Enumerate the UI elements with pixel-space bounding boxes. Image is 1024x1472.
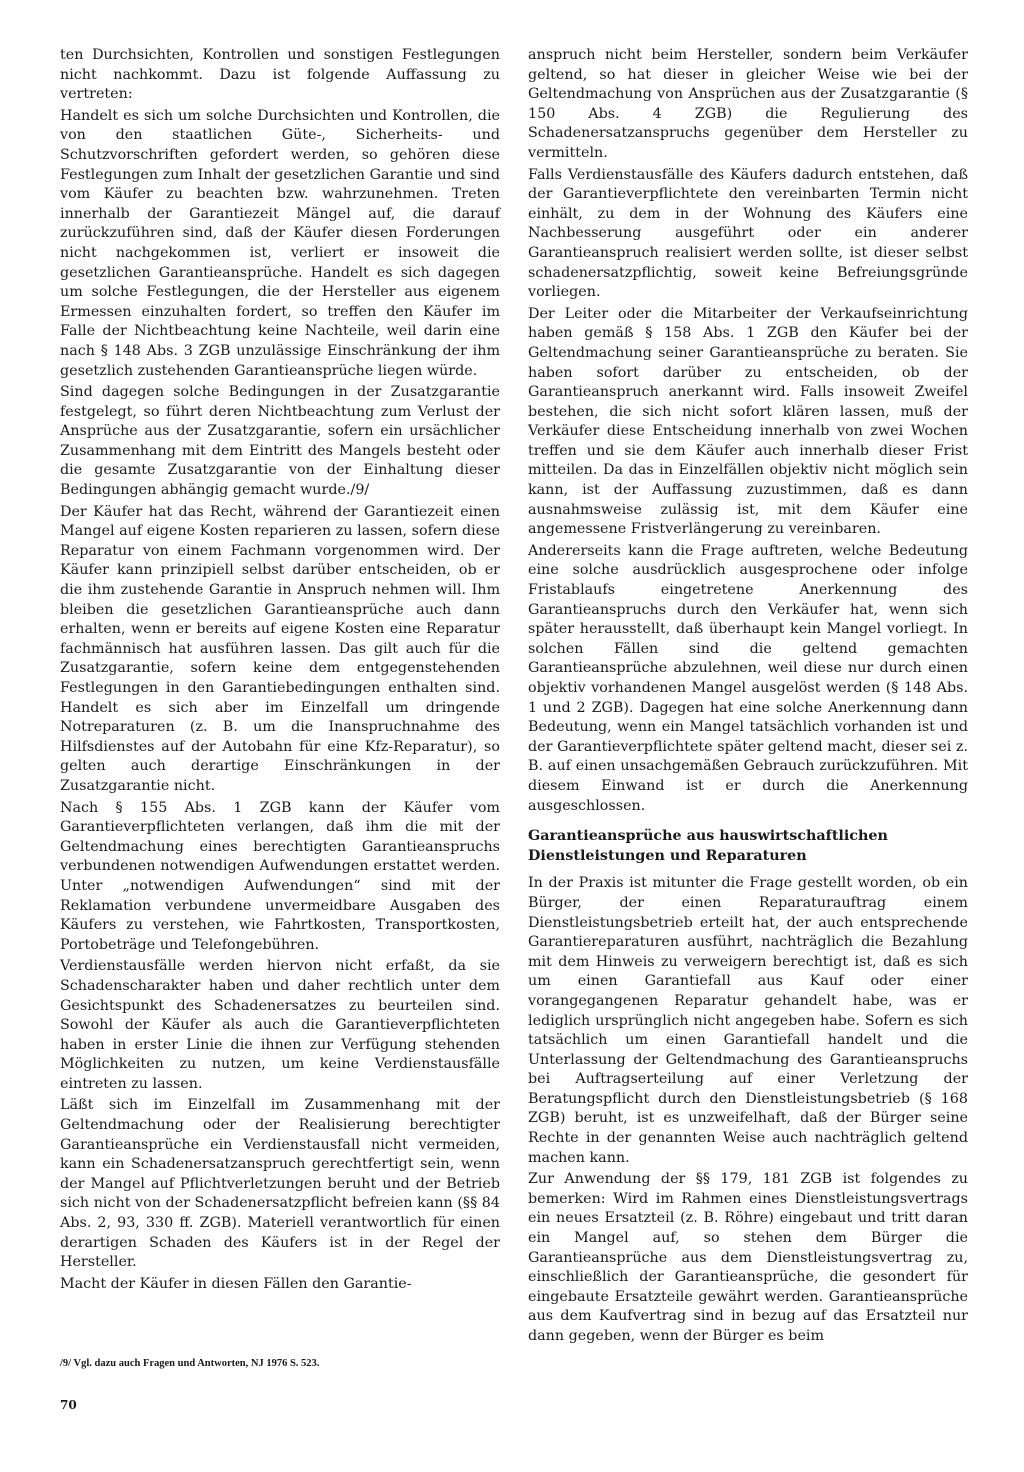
paragraph: Macht der Käufer in diesen Fällen den Garantie- — [60, 1275, 412, 1292]
footnote: /9/ Vgl. dazu auch Fragen und Antworten, NJ 1976 S. 523. — [60, 1358, 320, 1369]
paragraph: Falls Verdienstausfälle des Käufers dadurch entstehen, daß der Garantieverpflichtete den vereinbarten Termin nicht einhält, zu dem in der Wohnung des Käufers eine Nachbesserung ausgeführt oder ein anderer Garantieanspruch realisiert werden sollte, ist dieser selbst schadenersatzpflichtig, soweit keine Befreiungsgründe vorliegen. — [528, 166, 968, 301]
paragraph: ten Durchsichten, Kontrollen und sonstigen Festlegungen nicht nachkommt. Dazu ist folgende Auffassung zu vertreten: — [60, 47, 500, 103]
right-column — [528, 46, 968, 1349]
paragraph: Handelt es sich um solche Durchsichten und Kontrollen, die von den staatlichen Güte-, Sicherheits- und Schutzvorschriften gefordert werden, so gehören diese Festlegungen zum Inhalt der gesetzlichen Garantie und sind vom Käufer zu beachten bzw. wahrzunehmen. Treten innerhalb der Garantiezeit Mängel auf, die darauf zurückzuführen sind, daß der Käufer diesen Forderungen nicht nachgekommen ist, verliert er insoweit die gesetzlichen Garantieansprüche. Handelt es sich dagegen um solche Festlegungen, die der Hersteller aus eigenem Ermessen einzuhalten fordert, so treffen den Käufer im Falle der Nichtbeachtung keine Nachteile, weil darin eine nach § 148 Abs. 3 ZGB unzulässige Einschränkung der ihm gesetzlich zustehenden Garantieansprüche liegen würde. — [60, 107, 500, 379]
paragraph: Läßt sich im Einzelfall im Zusammenhang mit der Geltendmachung oder der Realisierung berechtigter Garantieansprüche ein Verdienstausfall nicht vermeiden, kann ein Schadenersatzanspruch gerechtfertigt sein, wenn der Mangel auf Pflichtverletzungen beruht und der Betrieb sich nicht von der Schadenersatzpflicht befreien kann (§§ 84 Abs. 2, 93, 330 ff. ZGB). Materiell verantwortlich für einen derartigen Schaden des Käufers ist in der Regel der Hersteller. — [60, 1097, 500, 1271]
paragraph: Nach § 155 Abs. 1 ZGB kann der Käufer vom Garantieverpflichteten verlangen, daß ihm die mit der Geltendmachung eines berechtigten Garantieanspruchs verbundenen notwendigen Aufwendungen erstattet werden. Unter „notwendigen Aufwendungen“ sind mit der Reklamation verbundene unvermeidbare Ausgaben des Käufers zu verstehen, wie Fahrtkosten, Transportkosten, Portobeträge und Telefongebühren. — [60, 799, 500, 953]
paragraph: Sind dagegen solche Bedingungen in der Zusatzgarantie festgelegt, so führt deren Nichtbeachtung zum Verlust der Ansprüche aus der Zusatzgarantie, sofern ein ursächlicher Zusammenhang mit dem Eintritt des Mangels besteht oder die gesamte Zusatzgarantie von der Einhaltung dieser Bedingungen abhängig gemacht wurde./9/ — [60, 384, 500, 499]
paragraph: anspruch nicht beim Hersteller, sondern beim Verkäufer geltend, so hat dieser in gleicher Weise wie bei der Geltendmachung von Ansprüchen aus der Zusatzgarantie (§ 150 Abs. 4 ZGB) die Regulierung des Schadenersatzanspruchs gegenüber dem Hersteller zu vermitteln. — [528, 47, 968, 161]
paragraph: Zur Anwendung der §§ 179, 181 ZGB ist folgendes zu bemerken: Wird im Rahmen eines Dienstleistungsvertrags ein neues Ersatzteil (z. B. Röhre) eingebaut und tritt daran ein Mangel auf, so stehen dem Bürger die Garantieansprüche aus dem Dienstleistungsvertrag zu, einschließlich der Garantieansprüche, die gesondert für eingebaute Ersatzteile gewährt werden. Garantieansprüche aus dem Kaufvertrag sind in bezug auf das Ersatzteil nur dann gegeben, wenn der Bürger es beim — [528, 1171, 968, 1344]
paragraph: Verdienstausfälle werden hiervon nicht erfaßt, da sie Schadenscharakter haben und daher rechtlich unter dem Gesichtspunkt des Schadenersatzes zu beurteilen sind. Sowohl der Käufer als auch die Garantieverpflichteten haben in erster Linie die ihnen zur Verfügung stehenden Möglichkeiten zu nutzen, um keine Verdienstausfälle eintreten zu lassen. — [60, 958, 500, 1092]
paragraph: Der Leiter oder die Mitarbeiter der Verkaufseinrichtung haben gemäß § 158 Abs. 1 ZGB den Käufer bei der Geltendmachung seiner Garantieansprüche zu beraten. Sie haben sofort darüber zu entscheiden, ob der Garantieanspruch anerkannt wird. Falls insoweit Zweifel bestehen, die sich nicht sofort klären lassen, muß der Verkäufer diese Entscheidung innerhalb von zwei Wochen treffen und sie dem Käufer auch innerhalb dieser Frist mitteilen. Da das in Einzelfällen objektiv nicht möglich sein kann, ist der Auffassung zuzustimmen, daß es dann ausnahmsweise zulässig ist, mit dem Käufer eine angemessene Fristverlängerung zu vereinbaren. — [528, 305, 968, 538]
paragraph: Andererseits kann die Frage auftreten, welche Bedeutung eine solche ausdrücklich ausgesprochene oder infolge Fristablaufs eingetretene Anerkennung des Garantieanspruchs durch den Verkäufer hat, wenn sich später herausstellt, daß überhaupt kein Mangel vorliegt. In solchen Fällen sind die geltend gemachten Garantieansprüche abzulehnen, weil diese nur durch einen objektiv vorhandenen Mangel ausgelöst werden (§ 148 Abs. 1 und 2 ZGB). Dagegen hat eine solche Anerkennung dann Bedeutung, wenn ein Mangel tatsächlich vorhanden ist und der Garantieverpflichtete später geltend macht, dieser sei z. B. auf einen unsachgemäßen Gebrauch zurückzuführen. Mit diesem Einwand ist er durch die Anerkennung ausgeschlossen. — [528, 542, 968, 814]
page-number: 70 — [60, 1398, 77, 1412]
section-heading: Garantieansprüche aus hauswirtschaftlichen Dienstleistungen und Reparaturen — [528, 828, 888, 864]
left-column — [60, 46, 500, 1296]
paragraph: Der Käufer hat das Recht, während der Garantiezeit einen Mangel auf eigene Kosten reparieren zu lassen, sofern diese Reparatur von einem Fachmann vorgenommen wird. Der Käufer kann prinzipiell selbst darüber entscheiden, ob er die ihm zustehende Garantie in Anspruch nehmen will. Ihm bleiben die gesetzlichen Garantieansprüche auch dann erhalten, wenn er bereits auf eigene Kosten eine Reparatur fachmännisch hat ausführen lassen. Das gilt auch für die Zusatzgarantie, sofern keine dem entgegenstehenden Festlegungen in den Garantiebedingungen enthalten sind. Handelt es sich aber im Einzelfall um dringende Notreparaturen (z. B. um die Inanspruchnahme des Hilfsdienstes auf der Autobahn für eine Kfz-Reparatur), so gelten auch derartige Einschränkungen in der Zusatzgarantie nicht. — [60, 503, 500, 794]
paragraph: In der Praxis ist mitunter die Frage gestellt worden, ob ein Bürger, der einen Reparaturauftrag einem Dienstleistungsbetrieb erteilt hat, der auch entsprechende Garantiereparaturen ausführt, nachträglich die Bezahlung mit dem Hinweis zu verweigern berechtigt ist, daß es sich um einen Garantiefall aus Kauf oder einer vorangegangenen Reparatur gehandelt habe, was er lediglich ursprünglich nicht angegeben habe. Sofern es sich tatsächlich um einen Garantiefall handelt und die Unterlassung der Geltendmachung des Garantieanspruchs bei Auftragserteilung auf einer Verletzung der Beratungspflicht durch den Dienstleistungsbetrieb (§ 168 ZGB) beruht, ist es unzweifelhaft, daß der Bürger seine Rechte in der genannten Weise auch nachträglich geltend machen kann. — [528, 875, 968, 1166]
